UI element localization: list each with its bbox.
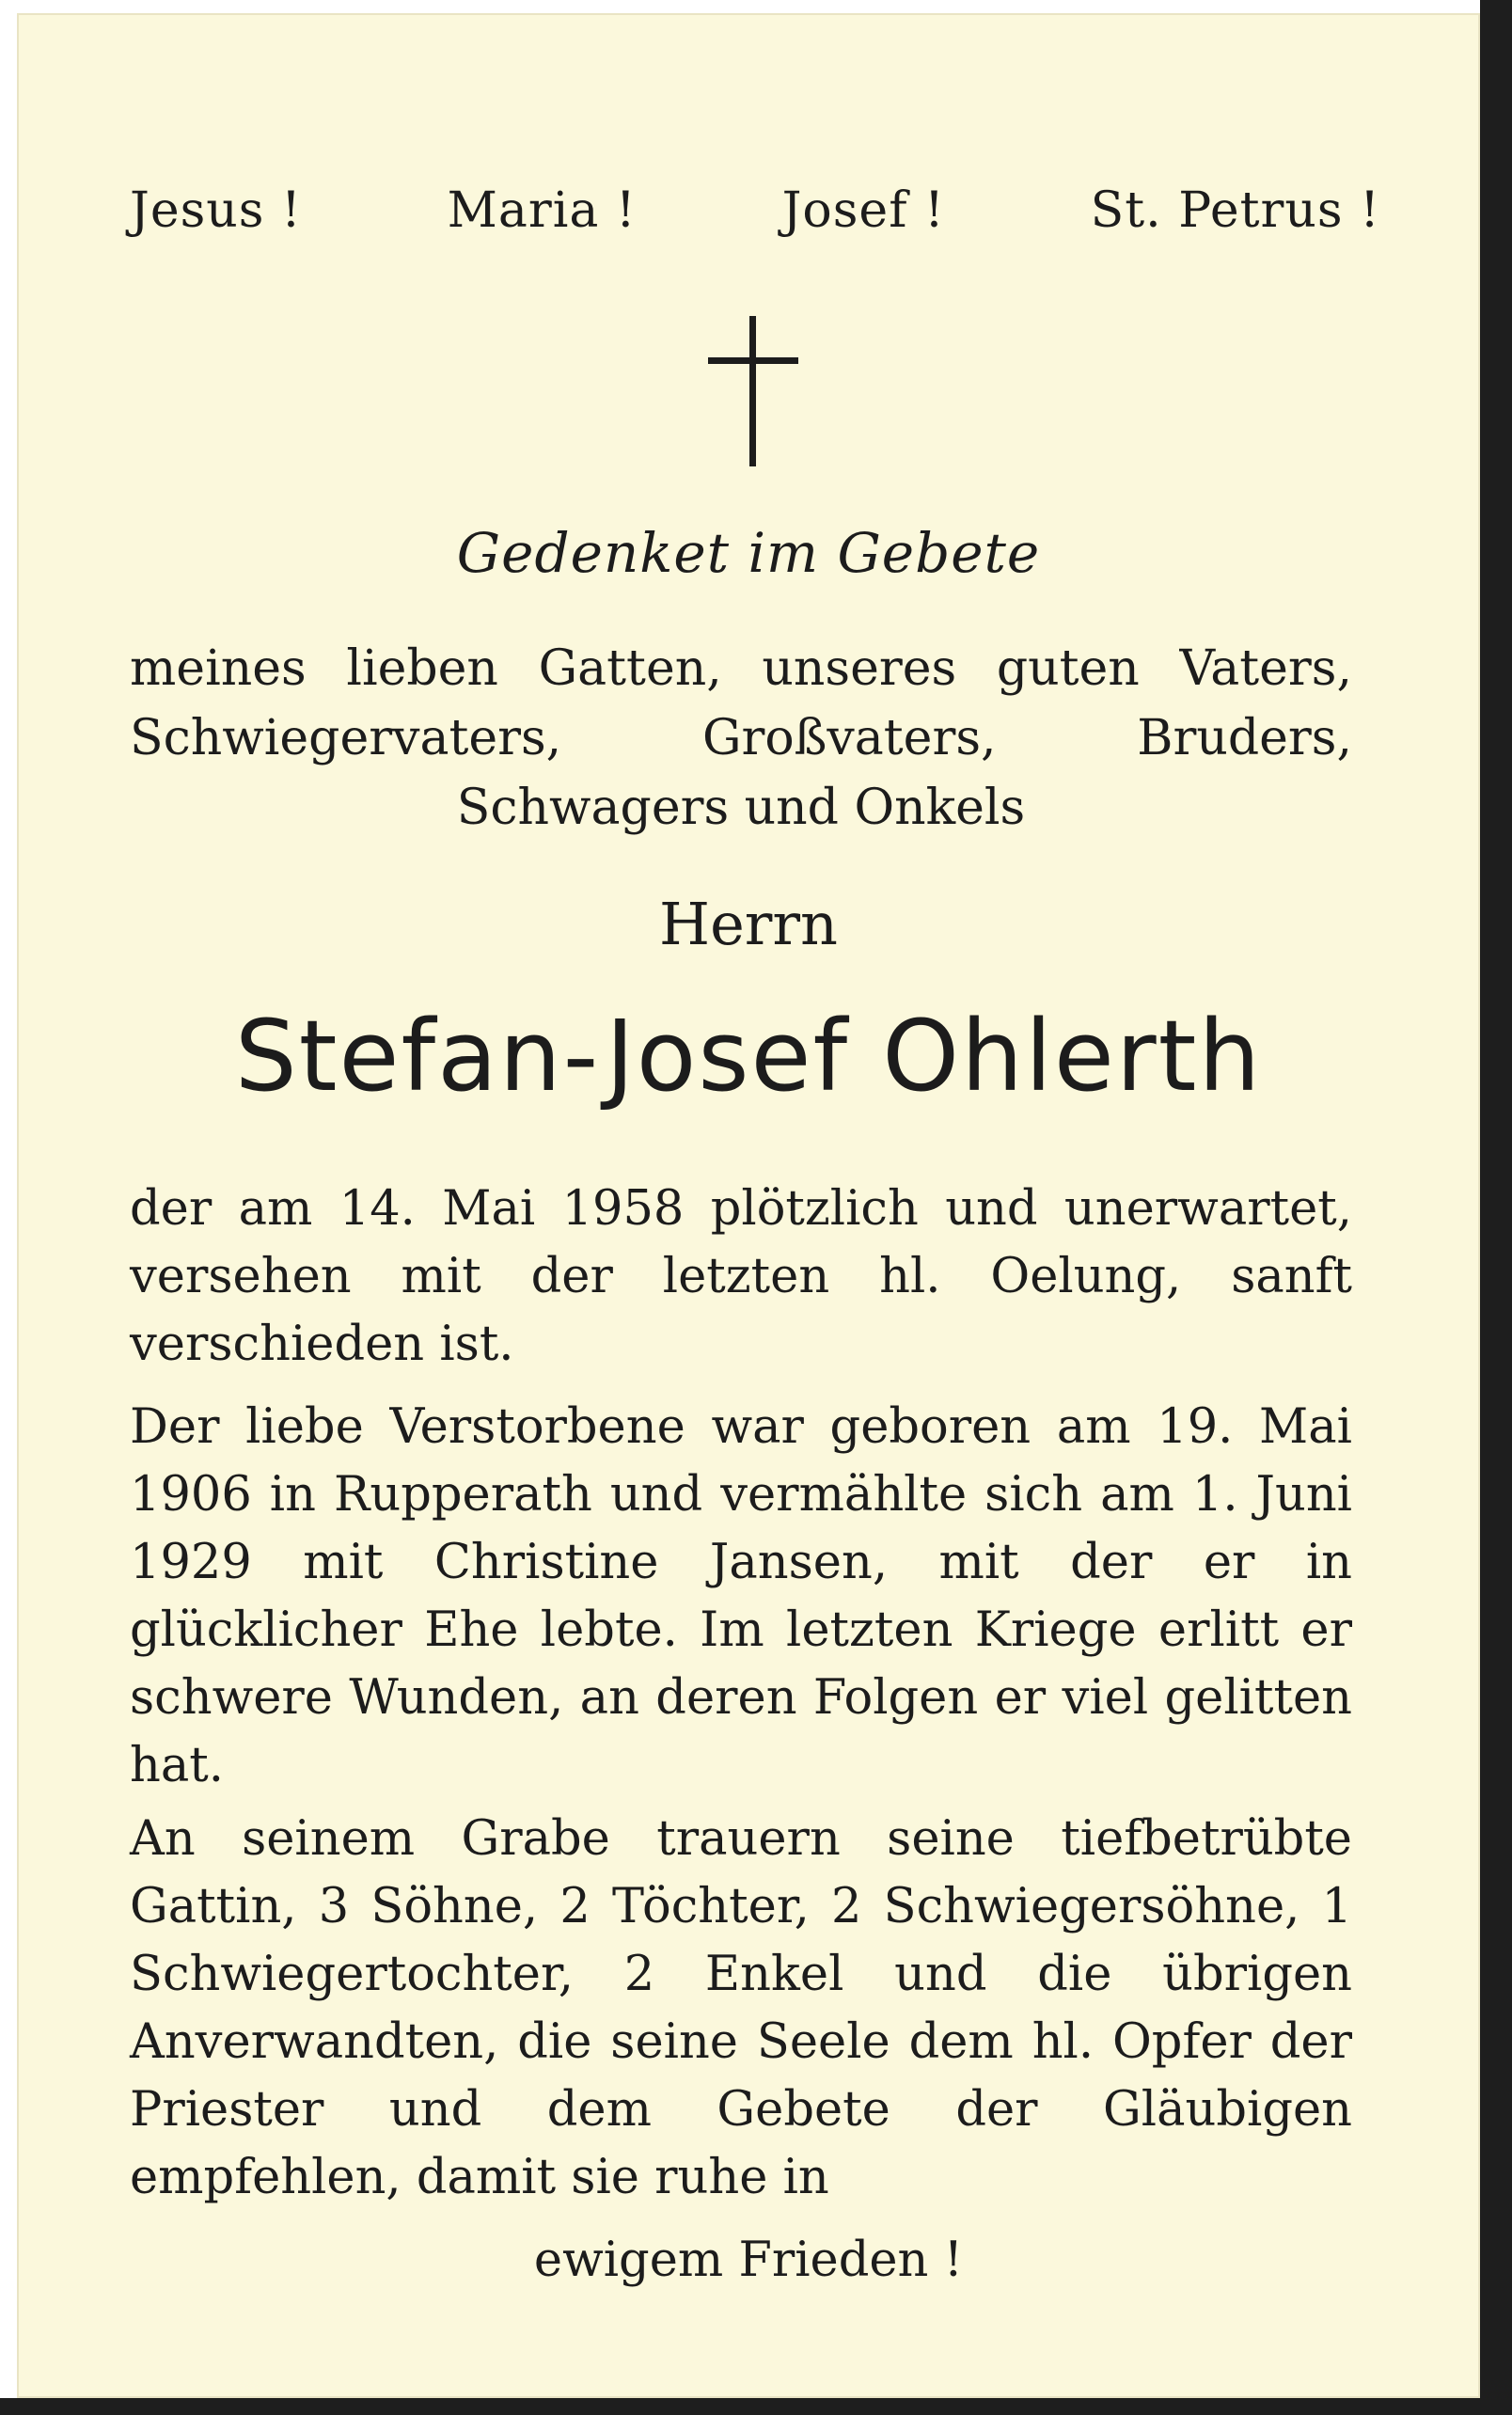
invocation-petrus: St. Petrus ! (1090, 182, 1380, 239)
closing-line: ewigem Frieden ! (533, 2233, 964, 2288)
invocation-jesus: Jesus ! (130, 182, 302, 239)
mourners-paragraph: An seinem Grabe trauern seine tiefbetrübte Gattin, 3 Söhne, 2 Töchter, 2 Schwiegersöhne, 1 Schwiegertochter, 2 Enkel und die übrigen Anverwandten, die seine Seele dem hl. Opfer der Priester und dem Gebete der Gläubigen empfehlen, damit sie ruhe in (130, 1811, 1352, 2205)
cross-icon (708, 316, 798, 466)
card-shadow-bottom (0, 2398, 1512, 2415)
biography-paragraph: Der liebe Verstorbene war geboren am 19. Mai 1906 in Rupperath und vermählte sich am 1. Juni 1929 mit Christine Jansen, mit der er in glücklicher Ehe lebte. Im letzten Kriege erlitt er schwere Wunden, an deren Folgen er viel gelitten hat. (130, 1399, 1352, 1793)
death-notice-paragraph: der am 14. Mai 1958 plötzlich und unerwartet, versehen mit der letzten hl. Oelung, sanft verschieden ist. (130, 1181, 1352, 1372)
deceased-name: Stefan-Josef Ohlerth (234, 999, 1263, 1113)
invocation-row (130, 182, 1380, 239)
invocation-josef: Josef ! (781, 182, 945, 239)
salutation: Herrn (659, 890, 838, 958)
card-shadow-right (1480, 0, 1512, 2415)
invocation-maria: Maria ! (447, 182, 637, 239)
headline: Gedenket im Gebete (456, 521, 1041, 585)
memorial-card (17, 13, 1480, 2398)
intro-text: meines lieben Gatten, unseres guten Vaters, Schwiegervaters, Großvaters, Bruders, Schwagers und Onkels (130, 640, 1352, 836)
